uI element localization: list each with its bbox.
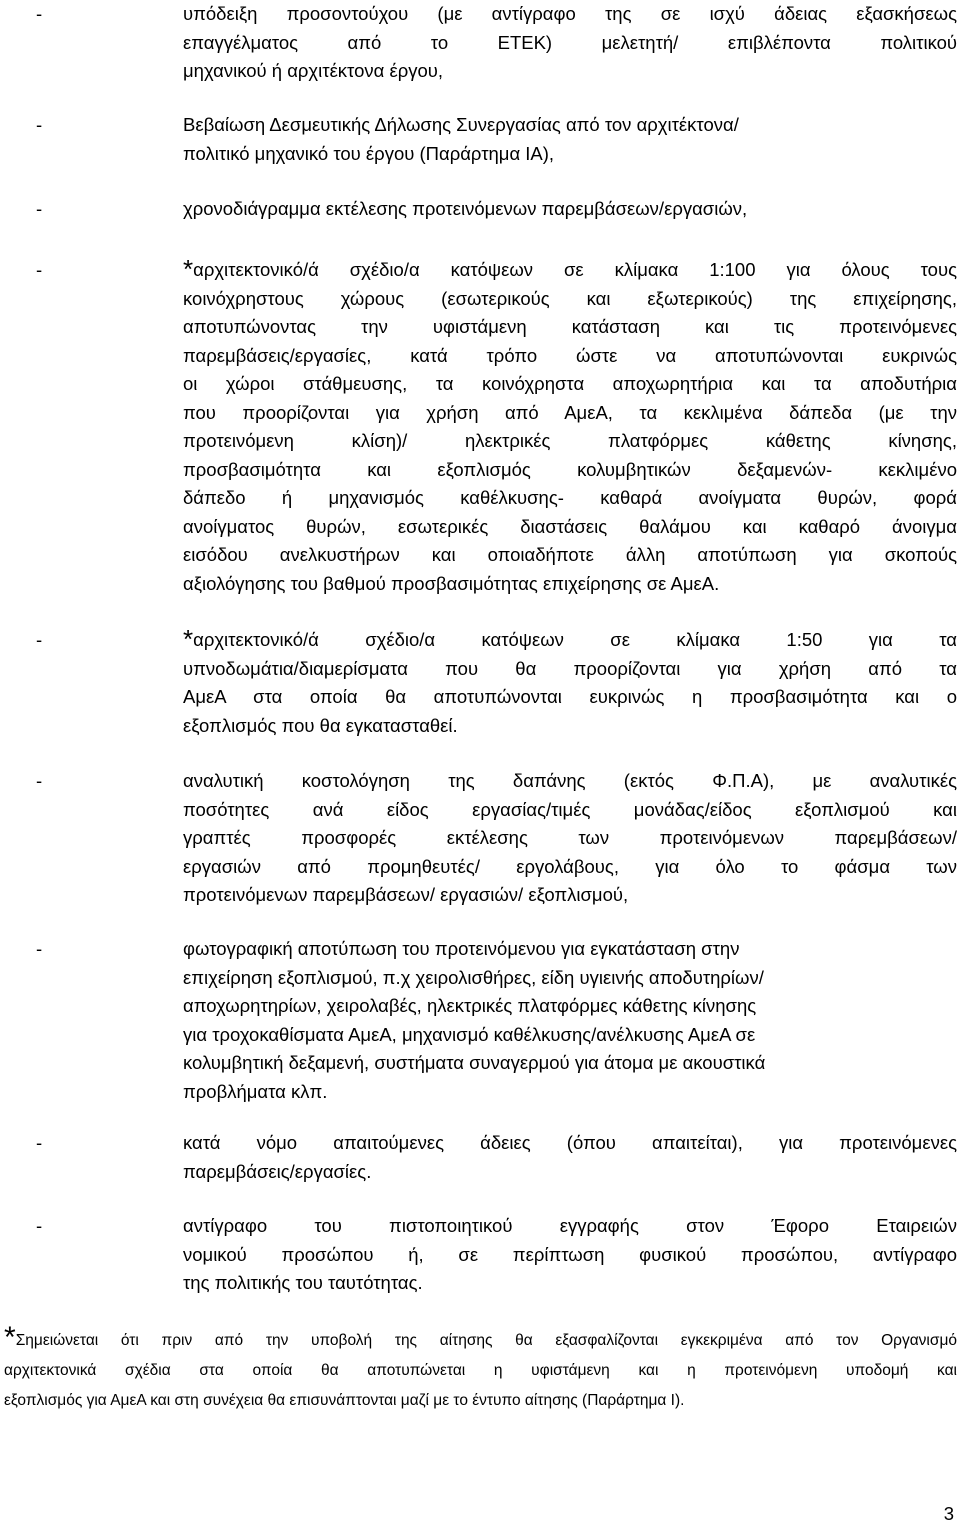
text-line: χρονοδιάγραμμα εκτέλεσης προτεινόμενων παρεμβάσεων/εργασιών, [183,198,748,219]
text-line-content: αρχιτεκτονικό/ά σχέδιο/α κατόψεων σε κλίμακα 1:50 για τα [193,629,957,650]
text-line: της πολιτικής του ταυτότητας. [183,1272,423,1293]
list-item-text [183,1212,957,1298]
list-item-text [183,0,957,86]
text-line: προβλήματα κλπ. [183,1080,328,1102]
text-line: αναλυτική κοστολόγηση της δαπάνης (εκτός Φ.Π.Α), με αναλυτικές [183,770,957,791]
list-dash: - [36,629,43,650]
list-dash: - [36,1215,43,1236]
text-line [183,256,957,285]
list-dash: - [36,3,43,24]
text-line-content: αρχιτεκτονικό/ά σχέδιο/α κατόψεων σε κλίμακα 1:100 για όλους τους [193,259,957,280]
text-line: φωτογραφική αποτύπωση του προτεινόμενου για εγκατάσταση στην [183,938,740,959]
asterisk-mark: * [4,1321,16,1354]
text-line: ΑμεΑ στα οποία θα αποτυπώνονται ευκρινώς η προσβασιμότητα και ο [183,686,957,707]
text-line: κοινόχρηστους χώρους (εσωτερικούς και εξωτερικούς) της επιχείρησης, [183,287,957,309]
text-line: επαγγέλματος από το ΕΤΕΚ) μελετητή/ επιβλέποντα πολιτικού [183,31,957,53]
footnote-line-content: Σημειώνεται ότι πριν από την υποβολή της αίτησης θα εξασφαλίζονται εγκεκριμένα από τον Οργανισμό [15,1332,957,1349]
text-line: οι χώροι στάθμευσης, τα κοινόχρηστα αποχωρητήρια και τα αποδυτήρια [183,373,957,394]
list-item-text [183,935,957,1106]
text-line: εξοπλισμός που θα εγκατασταθεί. [183,714,458,736]
text-line: Βεβαίωση Δεσμευτικής Δήλωσης Συνεργασίας από τον αρχιτέκτονα/ [183,114,739,135]
list-item-text [183,767,957,910]
text-line: αποτυπώνοντας την υφιστάμενη κατάσταση και τις προτεινόμενες [183,316,957,337]
text-line: προτεινόμενων παρεμβάσεων/ εργασιών/ εξοπλισμού, [183,884,629,905]
asterisk-mark: * [183,624,194,654]
text-line: υπόδειξη προσοντούχου (με αντίγραφο της σε ισχύ άδειας εξασκήσεως [183,3,957,24]
footnote-line: αρχιτεκτονικά σχέδια στα οποία θα αποτυπώνεται η υφιστάμενη και η προτεινόμενη υποδομή και [4,1362,957,1379]
text-line: υπνοδωμάτια/διαμερίσματα που θα προορίζονται για χρήση από τα [183,657,957,679]
text-line: αποχωρητηρίων, χειρολαβές, ηλεκτρικές πλατφόρμες κάθετης κίνησης [183,995,757,1016]
list-item-text [183,256,957,598]
list-dash: - [36,114,43,135]
list-item-text [183,626,957,740]
footnote [4,1321,957,1416]
text-line: κολυμβητική δεξαμενή, συστήματα συναγερμού για άτομα με ακουστικά [183,1052,766,1073]
text-line: που προορίζονται για χρήση από ΑμεΑ, τα κεκλιμένα δάπεδα (με την [183,401,957,423]
text-line: εισόδου ανελκυστήρων και οποιαδήποτε άλλη αποτύπωση για σκοπούς [183,544,957,565]
text-line: γραπτές προσφορές εκτέλεσης των προτεινόμενων παρεμβάσεων/ [183,827,957,848]
text-line: παρεμβάσεις/εργασίες. [183,1160,372,1182]
text-line: προτεινόμενη κλίση)/ ηλεκτρικές πλατφόρμες κάθετης κίνησης, [183,430,957,451]
text-line: επιχείρηση εξοπλισμού, π.χ χειρολισθήρες, είδη υγιεινής αποδυτηρίων/ [183,966,764,988]
list-dash: - [36,259,43,280]
text-line: για τροχοκαθίσματα ΑμεΑ, μηχανισμό καθέλκυσης/ανέλκυσης ΑμεΑ σε [183,1023,756,1045]
list-dash: - [36,938,43,959]
text-line: πολιτικό μηχανικό του έργου (Παράρτημα ΙΑ), [183,142,555,164]
list-dash: - [36,198,43,219]
text-line: αξιολόγησης του βαθμού προσβασιμότητας επιχείρησης σε ΑμεΑ. [183,572,720,594]
list-item-text [183,195,957,224]
text-line: κατά νόμο απαιτούμενες άδειες (όπου απαιτείται), για προτεινόμενες [183,1132,957,1153]
text-line: μηχανικού ή αρχιτέκτονα έργου, [183,60,444,81]
text-line: αντίγραφο του πιστοποιητικού εγγραφής στον Έφορο Εταιρειών [183,1215,957,1236]
footnote-line: εξοπλισμός για ΑμεΑ και στη συνέχεια θα επισυνάπτονται μαζί με το έντυπο αίτησης (Παράρτημα Ι). [4,1392,685,1409]
text-line: προσβασιμότητα και εξοπλισμός κολυμβητικών δεξαμενών- κεκλιμένο [183,458,957,480]
footnote-line [4,1321,957,1356]
list-item-text [183,1129,957,1186]
list-dash: - [36,1132,43,1153]
text-line: ανοίγματος θυρών, εσωτερικές διαστάσεις θαλάμου και καθαρό άνοιγμα [183,515,957,537]
text-line: δάπεδο ή μηχανισμός καθέλκυσης- καθαρά ανοίγματα θυρών, φορά [183,487,957,508]
text-line [183,626,957,655]
asterisk-mark: * [183,254,194,284]
list-item-text [183,111,957,168]
page-number: 3 [943,1503,954,1524]
text-line: εργασιών από προμηθευτές/ εργολάβους, για όλο το φάσμα των [183,855,957,877]
list-dash: - [36,770,43,791]
text-line: νομικού προσώπου ή, σε περίπτωση φυσικού προσώπου, αντίγραφο [183,1243,957,1265]
text-line: ποσότητες ανά είδος εργασίας/τιμές μονάδας/είδος εξοπλισμού και [183,798,957,820]
text-line: παρεμβάσεις/εργασίες, κατά τρόπο ώστε να αποτυπώνονται ευκρινώς [183,344,957,366]
